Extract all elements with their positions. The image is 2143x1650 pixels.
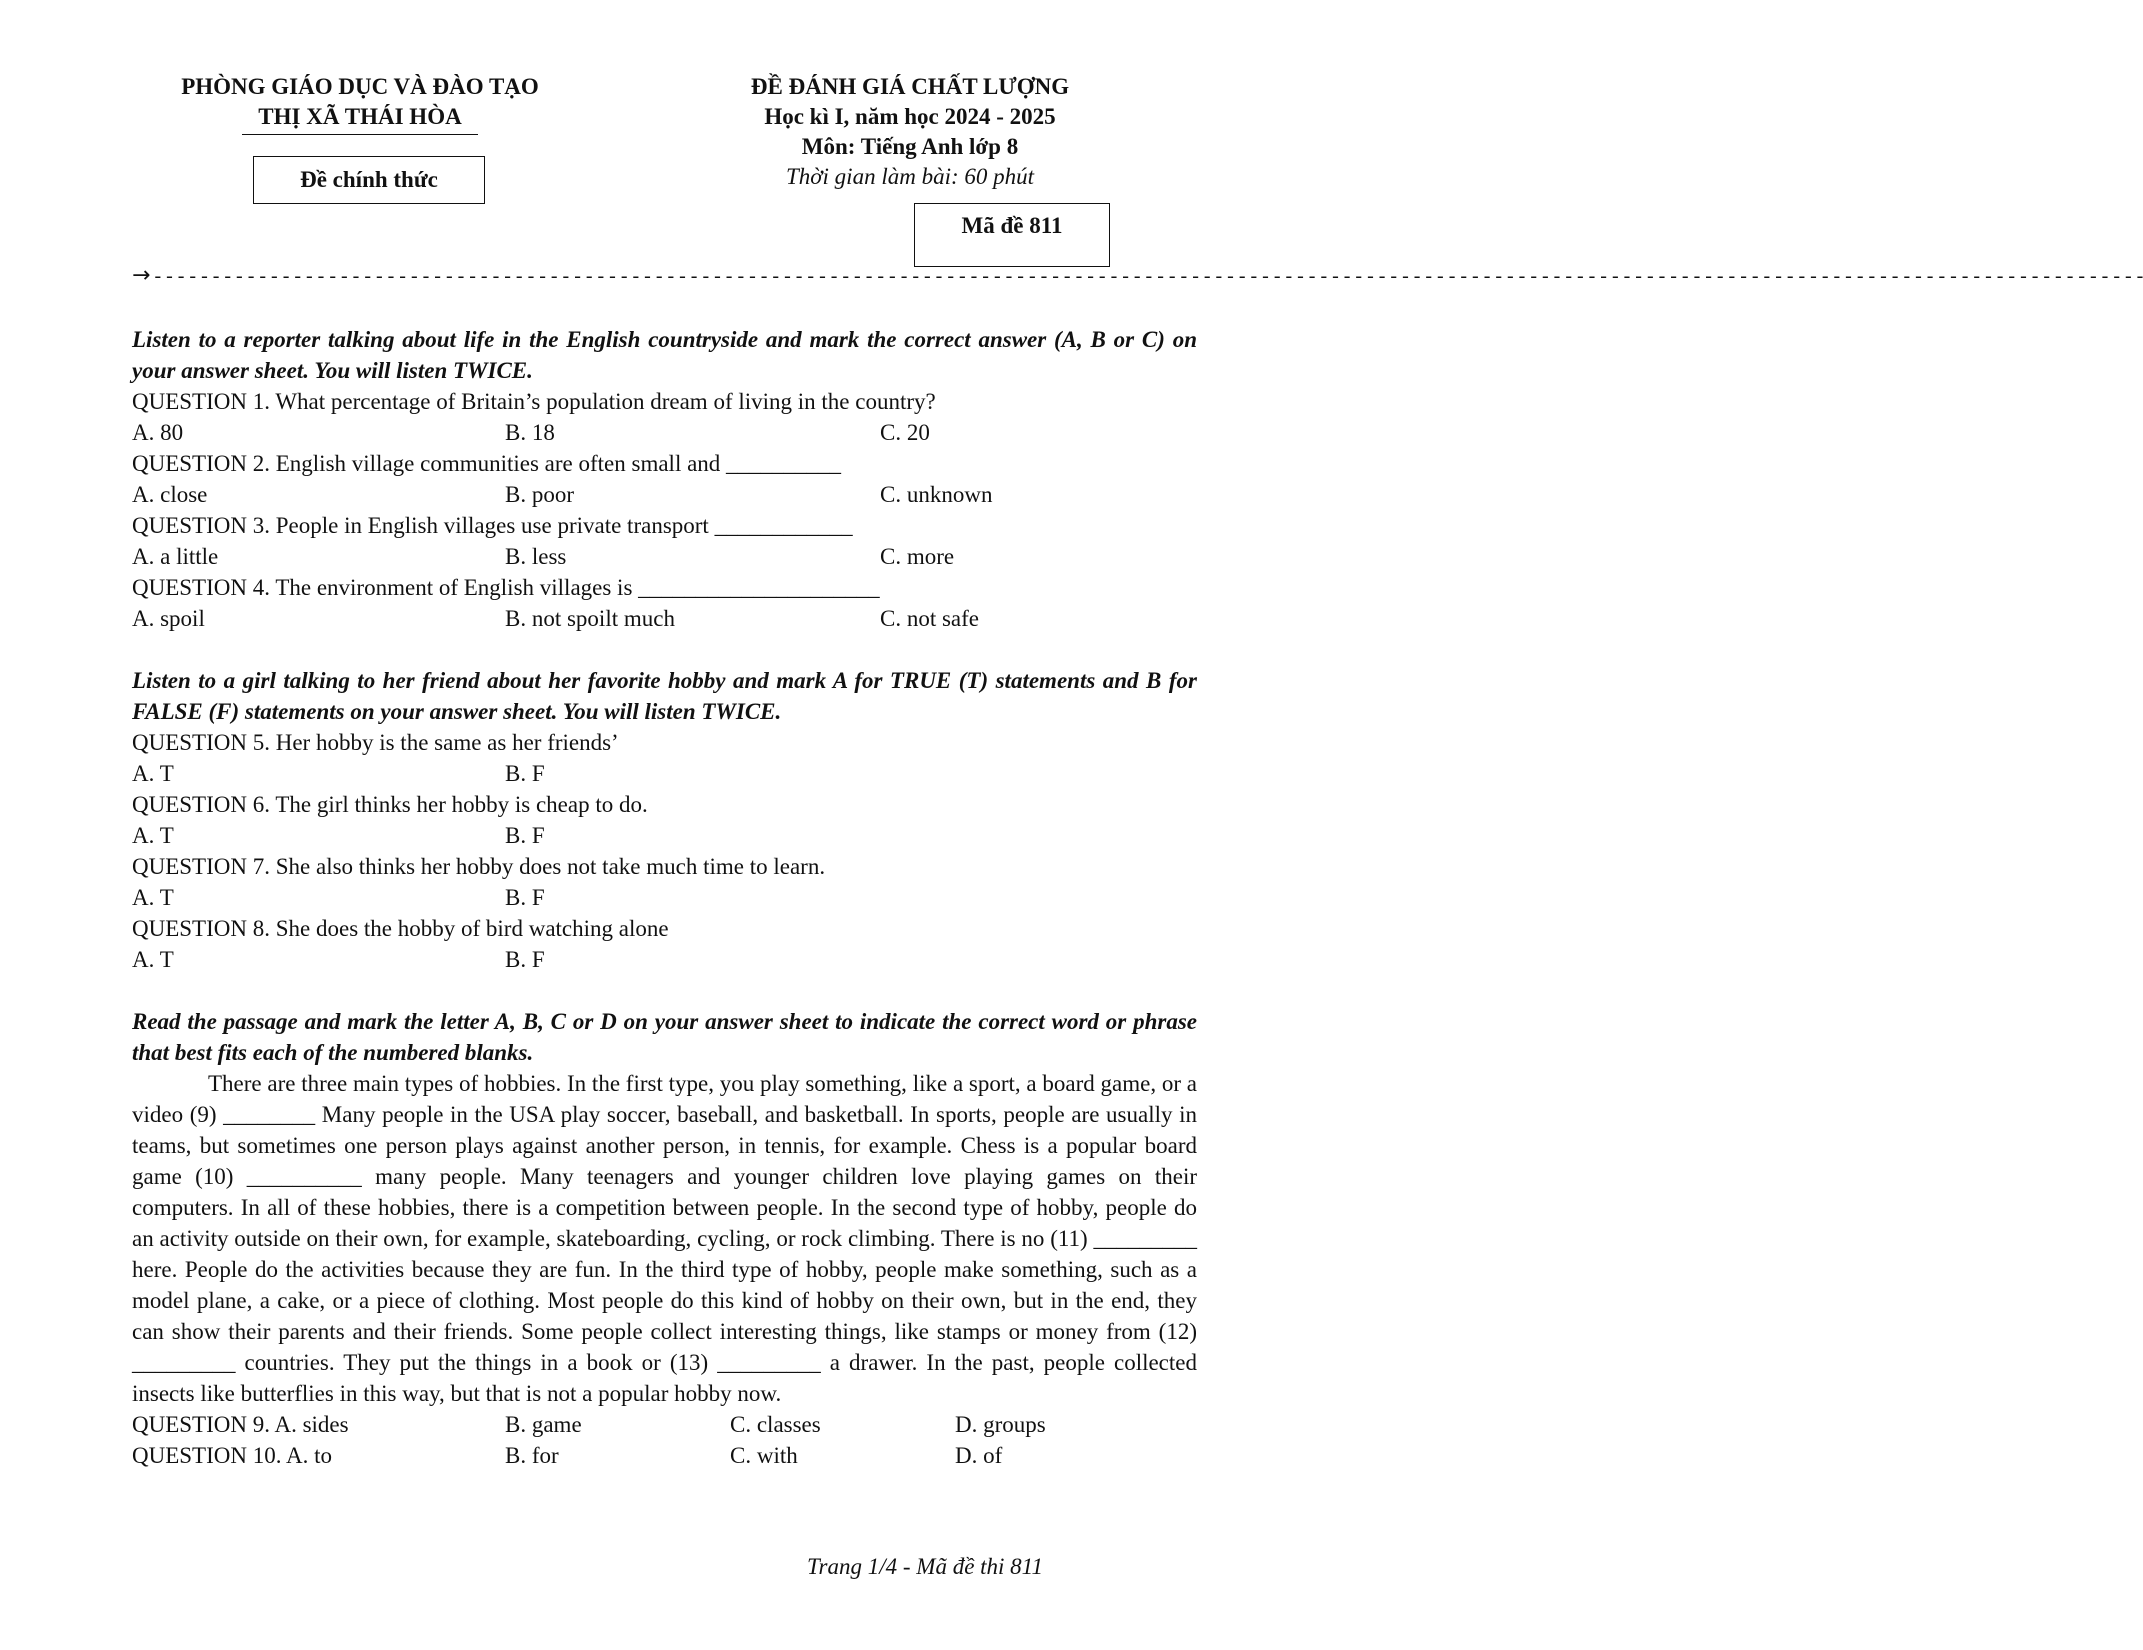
option-b: B. F [505, 761, 545, 786]
question-2-options [132, 479, 1197, 510]
dashed-divider: - - - - - - - - - - - - - - - - - - - - - - - - - - - - - - - - - - - - - - - - - - - - - - - - - - - - - - - - - - - - - - - - - - - - - - - - - - - - - - - - - - - - - - - - - - - - - - - - - - - - - - - - - - - - - - - - - - - - - - - - - - - - - - - - - - - - - - - - - - - - - - - - - - - - - - - - - - - - - - - - - - - - - - - - - - - [154, 265, 2143, 287]
exam-term: Học kì I, năm học 2024 - 2025 [764, 104, 1056, 129]
question-6-options [132, 820, 1197, 851]
option-a: A. T [132, 947, 174, 972]
question-1: QUESTION 1. What percentage of Britain’s population dream of living in the country? [132, 389, 936, 414]
option-b: B. game [505, 1412, 582, 1437]
option-c: C. with [730, 1443, 798, 1468]
option-b: B. for [505, 1443, 559, 1468]
reading-passage [132, 1068, 1197, 1409]
exam-title: ĐỀ ĐÁNH GIÁ CHẤT LƯỢNG [750, 74, 1070, 99]
official-label: Đề chính thức [253, 156, 485, 204]
department-name: PHÒNG GIÁO DỤC VÀ ĐÀO TẠO [181, 74, 539, 99]
question-6: QUESTION 6. The girl thinks her hobby is cheap to do. [132, 792, 648, 817]
option-a: A. spoil [132, 606, 205, 631]
question-9-options [132, 1409, 1197, 1440]
exam-content [132, 324, 1197, 1471]
option-d: D. groups [955, 1412, 1046, 1437]
option-a: A. T [132, 823, 174, 848]
exam-duration: Thời gian làm bài: 60 phút [785, 164, 1035, 189]
option-b: B. not spoilt much [505, 606, 675, 631]
town-name: THỊ XÃ THÁI HÒA [242, 102, 477, 135]
question-10-option-a: QUESTION 10. A. to [132, 1443, 332, 1468]
option-b: B. 18 [505, 420, 555, 445]
question-4: QUESTION 4. The environment of English villages is _____________________ [132, 575, 880, 600]
question-8-options [132, 944, 1197, 975]
option-c: C. not safe [880, 606, 980, 631]
question-2: QUESTION 2. English village communities are often small and __________ [132, 451, 842, 476]
option-a: A. T [132, 885, 174, 910]
question-7: QUESTION 7. She also thinks her hobby does not take much time to learn. [132, 854, 826, 879]
option-c: C. 20 [880, 420, 930, 445]
option-d: D. of [955, 1443, 1003, 1468]
option-a: A. close [132, 482, 208, 507]
option-b: B. F [505, 885, 545, 910]
question-9-option-a: QUESTION 9. A. sides [132, 1412, 349, 1437]
option-b: B. F [505, 947, 545, 972]
passage-text: There are three main types of hobbies. In the first type, you play something, like a sport, a board game, or a video (9) ________ Many people in the USA play soccer, baseball, and basketball. In sports, people are usually in teams, but sometimes one person plays against another person, in tennis, for example. Chess is a popular board game (10) __________ many people. Many teenagers and younger children love playing games on their computers. In all of these hobbies, there is a competition between people. In the second type of hobby, people do an activity outside on their own, for example, skateboarding, cycling, or rock climbing. There is no (11) _________ here. People do the activities because they are fun. In the third type of hobby, people make something, such as a model plane, a cake, or a piece of clothing. Most people do this kind of hobby on their own, but in the end, they can show their parents and their friends. Some people collect interesting things, like stamps or money from (12) _________ countries. They put the things in a book or (13) _________ a drawer. In the past, people collected insects like butterflies in this way, but that is not a popular hobby now. [132, 1071, 1197, 1406]
header-right [700, 72, 1120, 192]
question-5-options [132, 758, 1197, 789]
question-3-options [132, 541, 1197, 572]
option-b: B. poor [505, 482, 574, 507]
cut-line [132, 260, 2143, 292]
arrow-right-icon: → [132, 263, 151, 288]
question-7-options [132, 882, 1197, 913]
option-a: A. T [132, 761, 174, 786]
section1-instruction: Listen to a reporter talking about life in the English countryside and mark the correct answer (A, B or C) on your answer sheet. You will listen TWICE. [132, 327, 1197, 383]
header-left [140, 72, 580, 135]
question-8: QUESTION 8. She does the hobby of bird watching alone [132, 916, 669, 941]
option-b: B. F [505, 823, 545, 848]
section3-instruction: Read the passage and mark the letter A, B, C or D on your answer sheet to indicate the correct word or phrase that best fits each of the numbered blanks. [132, 1009, 1197, 1065]
question-5: QUESTION 5. Her hobby is the same as her friends’ [132, 730, 619, 755]
option-a: A. a little [132, 544, 219, 569]
section2-instruction: Listen to a girl talking to her friend about her favorite hobby and mark A for TRUE (T) statements and B for FALSE (F) statements on your answer sheet. You will listen TWICE. [132, 668, 1197, 724]
question-4-options [132, 603, 1197, 634]
exam-subject: Môn: Tiếng Anh lớp 8 [801, 134, 1019, 159]
question-1-options [132, 417, 1197, 448]
page-footer: Trang 1/4 - Mã đề thi 811 [807, 1554, 1043, 1579]
question-3: QUESTION 3. People in English villages use private transport ____________ [132, 513, 853, 538]
option-b: B. less [505, 544, 567, 569]
option-c: C. unknown [880, 482, 993, 507]
option-a: A. 80 [132, 420, 184, 445]
option-c: C. classes [730, 1412, 821, 1437]
exam-code: Mã đề 811 [914, 203, 1110, 267]
option-c: C. more [880, 544, 955, 569]
question-10-options [132, 1440, 1197, 1471]
